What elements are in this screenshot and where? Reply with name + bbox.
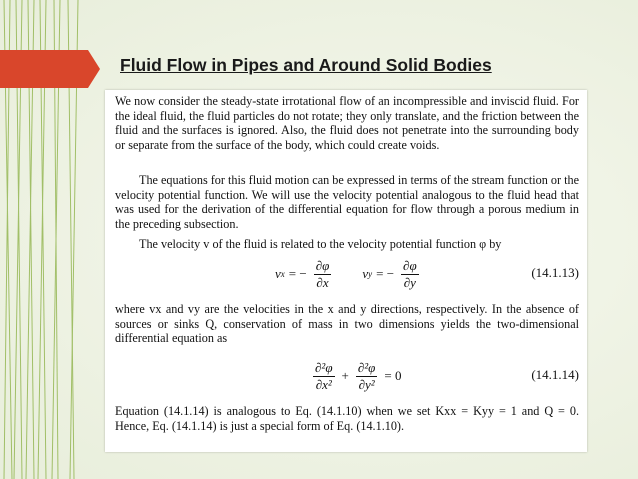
eq1-sub2: y bbox=[368, 269, 373, 279]
eq1-den2: ∂y bbox=[403, 274, 416, 290]
eq2-num1: ∂²φ bbox=[315, 359, 333, 375]
equation-14-1-14 bbox=[115, 356, 579, 396]
equation-14-1-13 bbox=[115, 254, 579, 294]
paragraph-conservation: where vx and vy are the velocities in the x and y directions, respectively. In the absence of sources or sinks Q, conservation of mass in two dimensions yields the two-dimensional differential equation as bbox=[115, 302, 579, 345]
eq1-number: (14.1.13) bbox=[531, 265, 579, 280]
paragraph-intro: We now consider the steady-state irrotational flow of an incompressible and inviscid fluid. For the ideal fluid, the fluid particles do not rotate; they only translate, and the friction between the fluid and the surfaces is ignored. Also, the fluid does not penetrate into the surrounding body or separate from the surface of the body, which could create voids. bbox=[115, 94, 579, 152]
eq2-fraction2 bbox=[356, 360, 378, 393]
eq2-fraction1 bbox=[313, 360, 335, 393]
eq1-sign1: = − bbox=[288, 266, 307, 281]
eq2-rhs: = 0 bbox=[384, 368, 402, 383]
eq2-plus: + bbox=[341, 368, 349, 383]
eq1-sign2: = − bbox=[376, 266, 395, 281]
paragraph-equations: The equations for this fluid motion can be expressed in terms of the stream function or the velocity potential function. We will use the velocity potential analogous to the fluid head that was used for the derivation of the differential equation for flow through a porous medium in the preceding subsection. bbox=[115, 173, 579, 231]
eq1-fraction1 bbox=[314, 258, 332, 291]
paragraph-analogy: Equation (14.1.14) is analogous to Eq. (14.1.10) when we set Kxx = Kyy = 1 and Q = 0. Hence, Eq. (14.1.14) is just a special form of Eq. (14.1.10). bbox=[115, 404, 579, 433]
eq2-number: (14.1.14) bbox=[531, 367, 579, 382]
slide-title: Fluid Flow in Pipes and Around Solid Bodies bbox=[120, 55, 492, 75]
eq1-lhs1: v bbox=[275, 266, 281, 281]
eq1-lhs2: v bbox=[362, 266, 369, 281]
eq1-sub1: x bbox=[280, 269, 285, 279]
eq1-den1: ∂x bbox=[316, 274, 329, 290]
eq1-fraction2 bbox=[401, 258, 419, 291]
title-accent-arrow bbox=[0, 50, 100, 88]
textbook-excerpt bbox=[105, 90, 587, 452]
eq2-den2: ∂y² bbox=[358, 376, 375, 392]
eq1-num2: ∂φ bbox=[403, 257, 417, 273]
paragraph-velocity: The velocity v of the fluid is related to the velocity potential function φ by bbox=[139, 237, 502, 251]
eq2-den1: ∂x² bbox=[315, 376, 332, 392]
eq1-num1: ∂φ bbox=[315, 257, 330, 273]
eq2-num2: ∂²φ bbox=[357, 359, 376, 375]
